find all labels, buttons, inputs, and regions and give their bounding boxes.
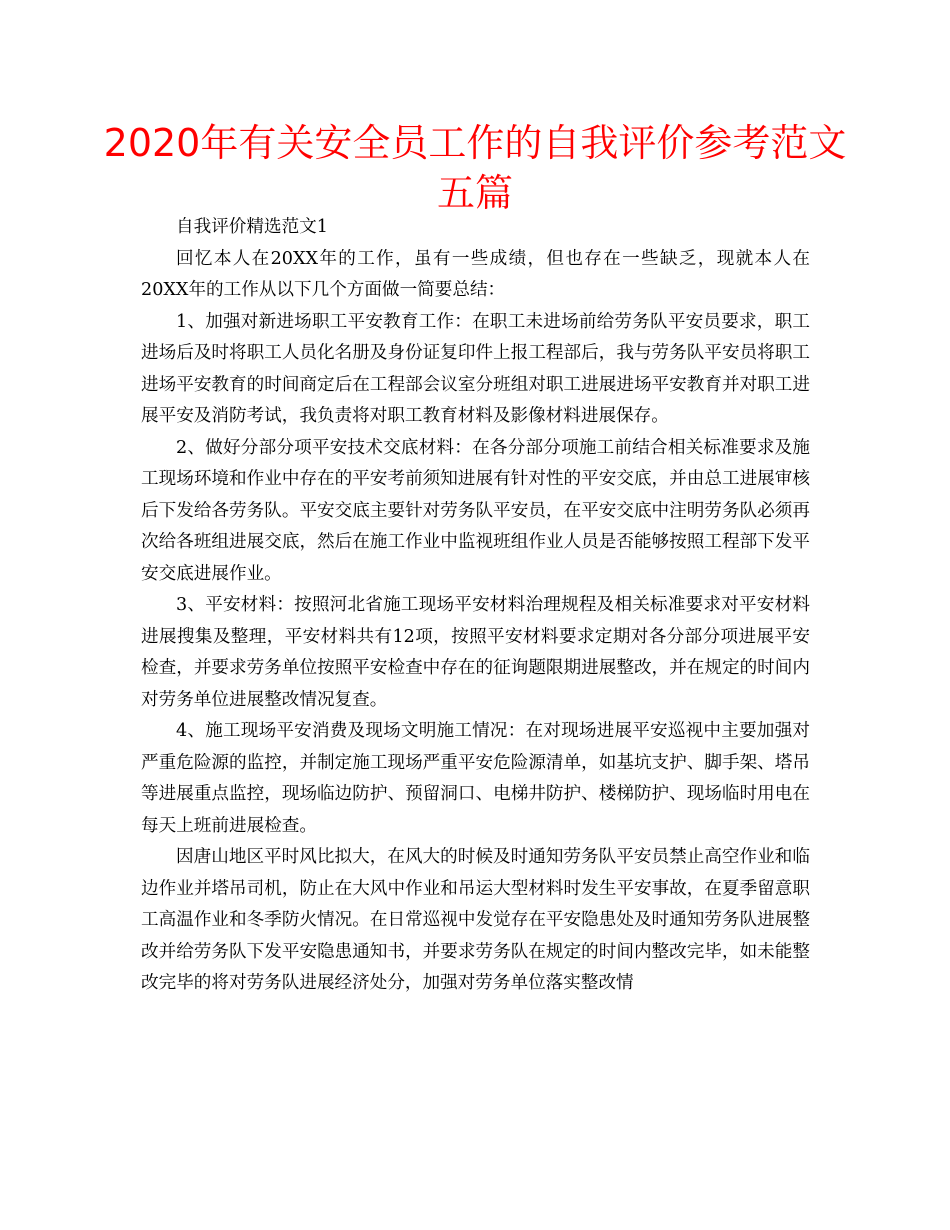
paragraph-intro: 回忆本人在20XX年的工作，虽有一些成绩，但也存在一些缺乏，现就本人在20XX年的工作从以下几个方面做一简要总结： (141, 248, 810, 300)
paragraph-item-4: 4、施工现场平安消费及现场文明施工情况：在对现场进展平安巡视中主要加强对严重危险源的监控，并制定施工现场严重平安危险源清单，如基坑支护、脚手架、塔吊等进展重点监控，现场临边防护、预留洞口、电梯井防护、楼梯防护、现场临时用电在每天上班前进展检查。 (141, 721, 810, 836)
section-heading: 自我评价精选范文1 (176, 217, 328, 237)
paragraph-item-3: 3、平安材料：按照河北省施工现场平安材料治理规程及相关标准要求对平安材料进展搜集及整理，平安材料共有12项，按照平安材料要求定期对各分部分项进展平安检查，并要求劳务单位按照平安检查中存在的征询题限期进展整改，并在规定的时间内对劳务单位进展整改情况复查。 (141, 595, 810, 710)
paragraph-weather: 因唐山地区平时风比拟大，在风大的时候及时通知劳务队平安员禁止高空作业和临边作业并塔吊司机，防止在大风中作业和吊运大型材料时发生平安事故，在夏季留意职工高温作业和冬季防火情况。在日常巡视中发觉存在平安隐患处及时通知劳务队进展整改并给劳务队下发平安隐患通知书，并要求劳务队在规定的时间内整改完毕，如未能整改完毕的将对劳务队进展经济处分，加强对劳务单位落实整改情 (141, 847, 810, 993)
document-title: 2020年有关安全员工作的自我评价参考范文五篇 (103, 121, 847, 215)
paragraph-item-2: 2、做好分部分项平安技术交底材料：在各分部分项施工前结合相关标准要求及施工现场环境和作业中存在的平安考前须知进展有针对性的平安交底，并由总工进展审核后下发给各劳务队。平安交底主要针对劳务队平安员，在平安交底中注明劳务队必须再次给各班组进展交底，然后在施工作业中监视班组作业人员是否能够按照工程部下发平安交底进展作业。 (141, 437, 810, 584)
document-body (141, 212, 810, 1000)
paragraph-item-1: 1、加强对新进场职工平安教育工作：在职工未进场前给劳务队平安员要求，职工进场后及时将职工人员化名册及身份证复印件上报工程部后，我与劳务队平安员将职工进场平安教育的时间商定后在工程部会议室分班组对职工进展进场平安教育并对职工进展平安及消防考试，我负责将对职工教育材料及影像材料进展保存。 (141, 311, 810, 426)
